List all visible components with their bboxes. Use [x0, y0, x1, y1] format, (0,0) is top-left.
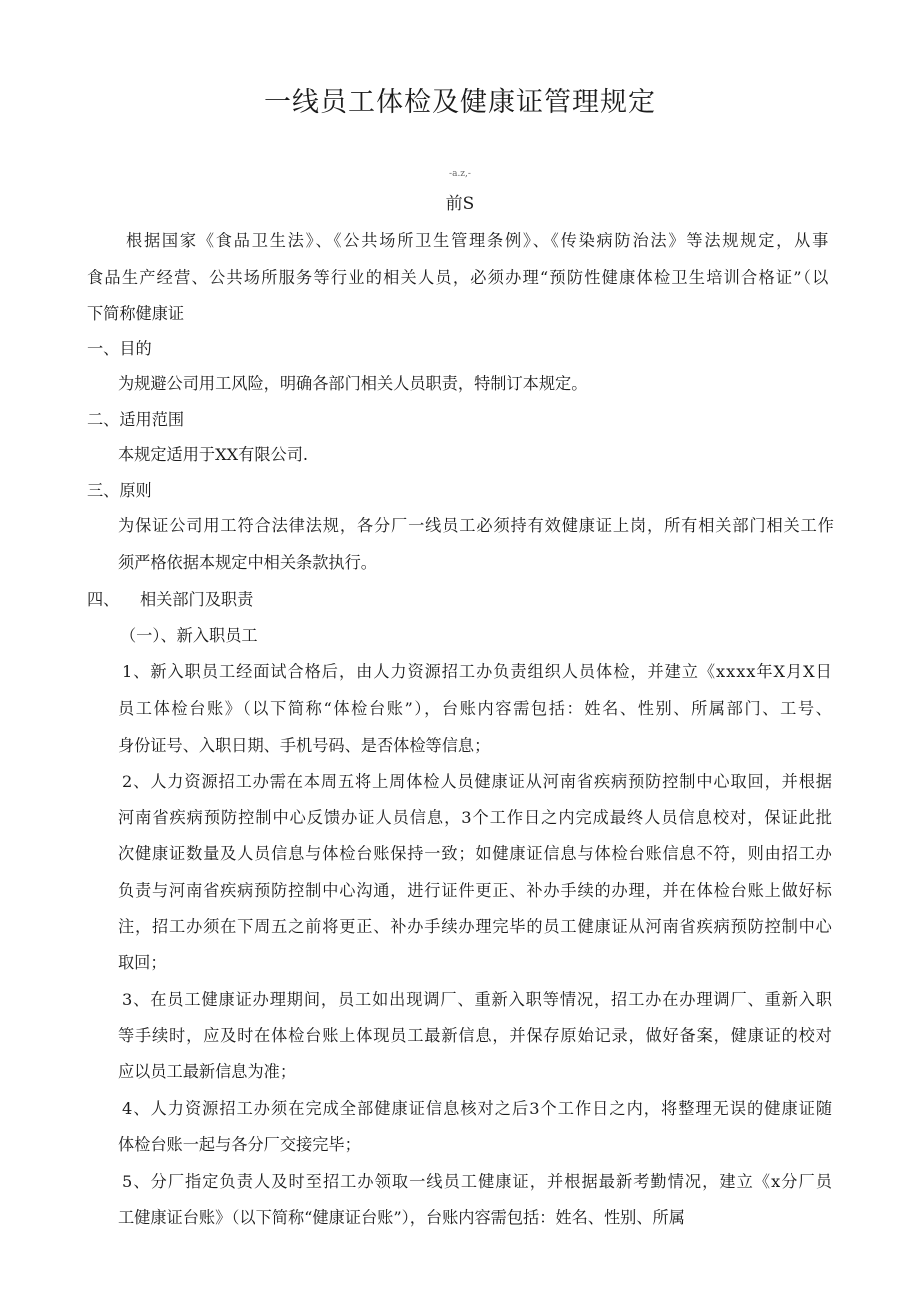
paragraph-line: 身份证号、入职日期、手机号码、是否体检等信息； — [118, 736, 491, 755]
paragraph-line: 5、分厂指定负责人及时至招工办领取一线员工健康证，并根据最新考勤情况，建立《x分厂员 — [122, 1172, 833, 1191]
paragraph-line: 须严格依据本规定中相关条款执行。 — [118, 553, 377, 572]
paragraph-line: 应以员工最新信息为准； — [118, 1062, 297, 1081]
paragraph-line: 负责与河南省疾病预防控制中心沟通，进行证件更正、补办手续的办理，并在体检台账上做好标 — [118, 881, 833, 900]
paragraph-line: 为保证公司用工符合法律法规，各分厂一线员工必须持有效健康证上岗，所有相关部门相关工作 — [118, 516, 835, 535]
document-title: 一线员工体检及健康证管理规定 — [264, 87, 656, 118]
paragraph-line: 为规避公司用工风险，明确各部门相关人员职责，特制订本规定。 — [118, 374, 588, 393]
paragraph-line: 食品生产经营、公共场所服务等行业的相关人员，必须办理“预防性健康体检卫生培训合格证”（以 — [87, 268, 830, 287]
section-heading: 四、 相关部门及职责 — [87, 590, 254, 609]
section-heading: 三、原则 — [87, 481, 152, 500]
paragraph-line: 河南省疾病预防控制中心反馈办证人员信息，3个工作日之内完成最终人员信息校对，保证此批 — [118, 808, 833, 827]
paragraph-line: 次健康证数量及人员信息与体检台账保持一致；如健康证信息与体检台账信息不符，则由招工办 — [118, 844, 833, 863]
paragraph-line: 等手续时，应及时在体检台账上体现员工最新信息，并保存原始记录，做好备案，健康证的校对 — [118, 1026, 833, 1045]
paragraph-line: 2、人力资源招工办需在本周五将上周体检人员健康证从河南省疾病预防控制中心取回，并根据 — [122, 772, 833, 791]
paragraph-line: 取回； — [118, 953, 167, 972]
small-mark: -a.z,- — [449, 169, 471, 179]
paragraph-line: 1、新入职员工经面试合格后，由人力资源招工办负责组织人员体检，并建立《xxxx年X月X日 — [122, 662, 833, 681]
paragraph-line: 员工体检台账》（以下简称“体检台账”），台账内容需包括：姓名、性别、所属部门、工号、 — [118, 699, 834, 718]
paragraph-line: 下简称健康证 — [87, 304, 185, 323]
paragraph-line: 注，招工办须在下周五之前将更正、补办手续办理完毕的员工健康证从河南省疾病预防控制中心 — [118, 917, 833, 936]
paragraph-line: 根据国家《食品卫生法》、《公共场所卫生管理条例》、《传染病防治法》等法规规定，从事 — [126, 231, 831, 250]
paragraph-line: 4、人力资源招工办须在完成全部健康证信息核对之后3个工作日之内，将整理无误的健康证随 — [122, 1099, 834, 1118]
preface-heading: 前S — [445, 194, 475, 214]
section-heading: 二、适用范围 — [87, 410, 185, 429]
section-heading: 一、目的 — [87, 339, 152, 358]
paragraph-line: 体检台账一起与各分厂交接完毕； — [118, 1135, 361, 1154]
paragraph-line: 工健康证台账》（以下简称“健康证台账”），台账内容需包括：姓名、性别、所属 — [118, 1208, 685, 1227]
subsection-heading: （一）、新入职员工 — [120, 626, 258, 645]
paragraph-line: 3、在员工健康证办理期间，员工如出现调厂、重新入职等情况，招工办在办理调厂、重新入职 — [122, 990, 833, 1009]
paragraph-line: 本规定适用于XX有限公司. — [118, 445, 309, 464]
